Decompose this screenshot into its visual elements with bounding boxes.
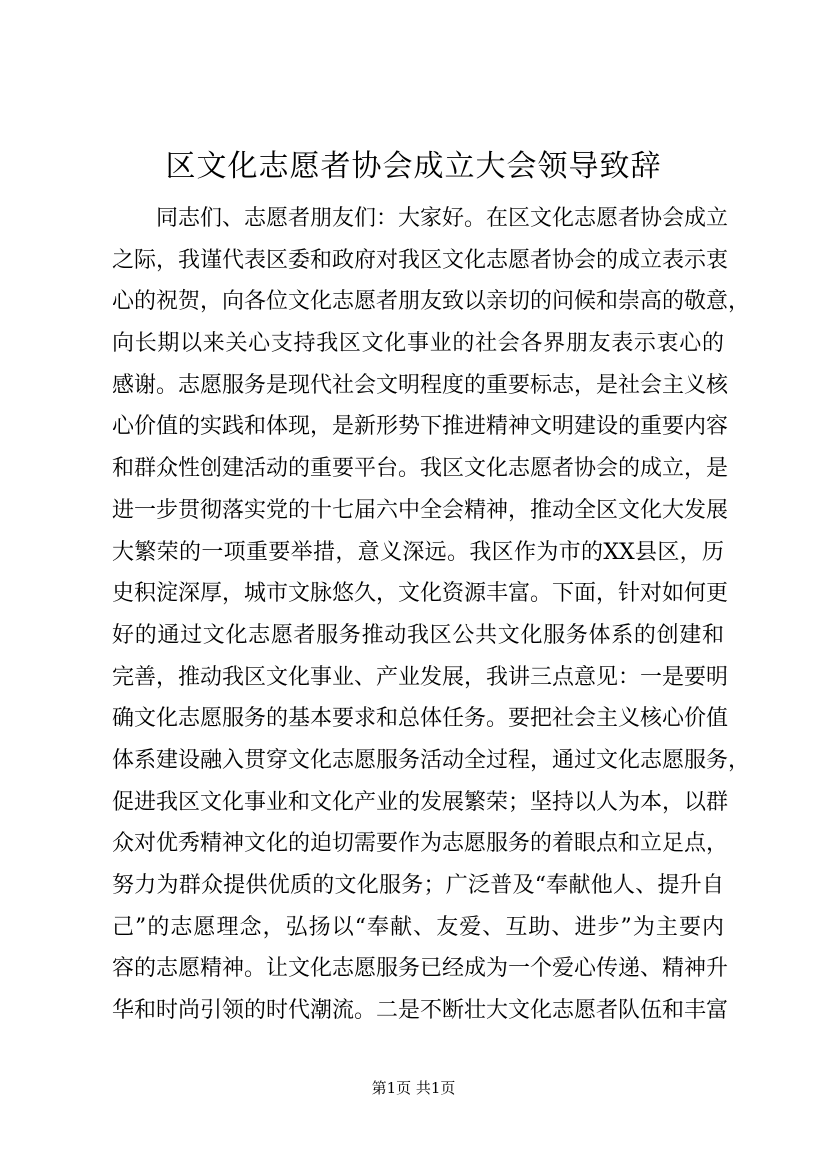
body-line: 完善，推动我区文化事业、产业发展，我讲三点意见：一是要明 (112, 664, 729, 690)
page-footer: 第1页 共1页 (371, 1079, 456, 1097)
body-line: 向长期以来关心支持我区文化事业的社会各界朋友表示衷心的 (112, 331, 724, 357)
body-line: 好的通过文化志愿者服务推动我区公共文化服务体系的创建和 (112, 622, 724, 648)
body-line: 大繁荣的一项重要举措，意义深远。我区作为市的XX县区，历 (112, 539, 724, 565)
body-line: 体系建设融入贯穿文化志愿服务活动全过程，通过文化志愿服务， (112, 747, 751, 773)
body-line: 众对优秀精神文化的迫切需要作为志愿服务的着眼点和立足点， (112, 831, 729, 857)
body-line: 容的志愿精神。让文化志愿服务已经成为一个爱心传递、精神升 (112, 956, 729, 982)
document-title: 区文化志愿者协会成立大会领导致辞 (165, 149, 662, 184)
document-body (112, 198, 751, 1032)
body-line: 心价值的实践和体现，是新形势下推进精神文明建设的重要内容 (112, 414, 729, 440)
body-line: 华和时尚引领的时代潮流。二是不断壮大文化志愿者队伍和丰富 (112, 998, 729, 1024)
body-line: 己”的志愿理念，弘扬以“奉献、友爱、互助、进步”为主要内 (112, 914, 724, 940)
body-line: 之际，我谨代表区委和政府对我区文化志愿者协会的成立表示衷 (112, 247, 729, 273)
body-line: 心的祝贺，向各位文化志愿者朋友致以亲切的问候和崇高的敬意， (112, 289, 751, 315)
body-line: 感谢。志愿服务是现代社会文明程度的重要标志，是社会主义核 (112, 372, 729, 398)
body-line: 确文化志愿服务的基本要求和总体任务。要把社会主义核心价值 (112, 706, 729, 732)
body-line: 史积淀深厚，城市文脉悠久，文化资源丰富。下面，针对如何更 (112, 581, 729, 607)
body-line: 同志们、志愿者朋友们：大家好。在区文化志愿者协会成立 (156, 206, 729, 231)
body-line: 努力为群众提供优质的文化服务；广泛普及“奉献他人、提升自 (112, 873, 724, 898)
body-line: 促进我区文化事业和文化产业的发展繁荣；坚持以人为本，以群 (112, 789, 729, 815)
body-line: 进一步贯彻落实党的十七届六中全会精神，推动全区文化大发展 (112, 497, 729, 523)
body-line: 和群众性创建活动的重要平台。我区文化志愿者协会的成立，是 (112, 456, 729, 482)
